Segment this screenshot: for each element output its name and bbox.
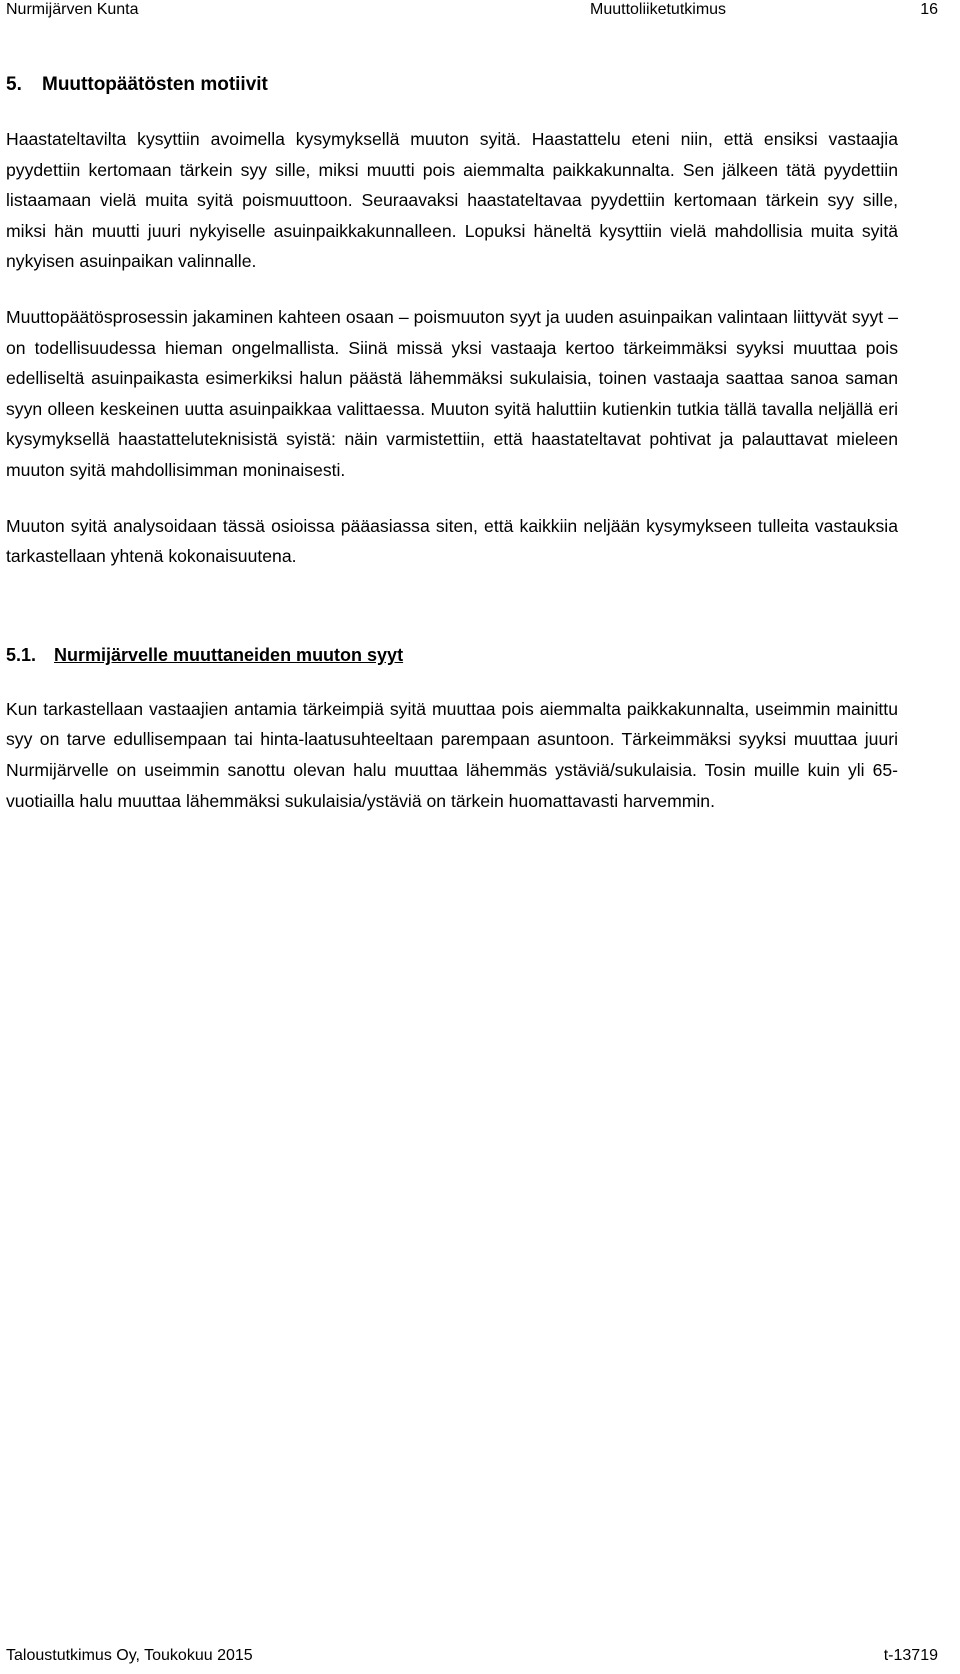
footer-publisher: Taloustutkimus Oy, Toukokuu 2015: [6, 1647, 253, 1664]
section-paragraph-3: Muuton syitä analysoidaan tässä osioissa pääasiassa siten, että kaikkiin neljään kysymykseen tulleita vastauksia tarkastellaan yhtenä kokonaisuutena.: [6, 515, 898, 567]
header-report-title: Muuttoliiketutkimus: [590, 1, 727, 18]
section-paragraph-2: Muuttopäätösprosessin jakaminen kahteen osaan – poismuuton syyt ja uuden asuinpaikan valintaan liittyvät syyt – on todellisuudessa hieman ongelmallista. Siinä missä yksi vastaaja kertoo tärkeimmäksi syyksi muuttaa pois edelliseltä asuinpaikasta esimerkiksi halun päästä lähemmäksi sukulaisia, toinen vastaaja saattaa sanoa saman syyn olleen keskeinen uutta asuinpaikkaa valittaessa. Muuton syitä haluttiin kutienkin tutkia tällä tavalla neljällä eri kysymyksellä haastatteluteknisistä syistä: näin varmistettiin, että haastateltavat pohtivat ja palauttavat mieleen muuton syitä mahdollisimman moninaisesti.: [6, 306, 898, 480]
subsection-title: Nurmijärvelle muuttaneiden muuton syyt: [54, 644, 404, 665]
section-title: Muuttopäätösten motiivit: [42, 74, 268, 95]
section-number: 5.: [6, 74, 22, 95]
page-footer: [6, 1646, 938, 1674]
document-body: [6, 70, 898, 816]
subsection-heading: [6, 640, 898, 670]
page-header: [6, 0, 938, 24]
section-heading: [6, 70, 898, 100]
subsection-number: 5.1.: [6, 644, 37, 665]
header-organization: Nurmijärven Kunta: [6, 1, 139, 18]
subsection-paragraph-1: Kun tarkastellaan vastaajien antamia tärkeimpiä syitä muuttaa pois aiemmalta paikkakunnalta, useimmin mainittu syy on tarve edullisempaan tai hinta-laatusuhteeltaan parempaan asuntoon. Tärkeimmäksi syyksi muuttaa juuri Nurmijärvelle on useimmin sanottu olevan halu muuttaa lähemmäs ystäviä/sukulaisia. Tosin muille kuin yli 65-vuotiailla halu muuttaa lähemmäksi sukulaisia/ystäviä on tärkein huomattavasti harvemmin.: [6, 698, 898, 811]
section-paragraph-1: Haastateltavilta kysyttiin avoimella kysymyksellä muuton syitä. Haastattelu eteni niin, että ensiksi vastaajia pyydettiin kertomaan tärkein syy sille, miksi muutti pois aiemmalta paikkakunnalta. Sen jälkeen tätä pyydettiin listaamaan vielä muita syitä poismuuttoon. Seuraavaksi haastateltavaa pyydettiin kertomaan tärkein syy sille, miksi hän muutti juuri nykyiselle asuinpaikkakunnalleen. Lopuksi häneltä kysyttiin vielä mahdollisia muita syitä nykyisen asuinpaikan valinnalle.: [6, 129, 898, 272]
footer-code: t-13719: [883, 1647, 938, 1664]
header-page-number: 16: [920, 1, 938, 18]
